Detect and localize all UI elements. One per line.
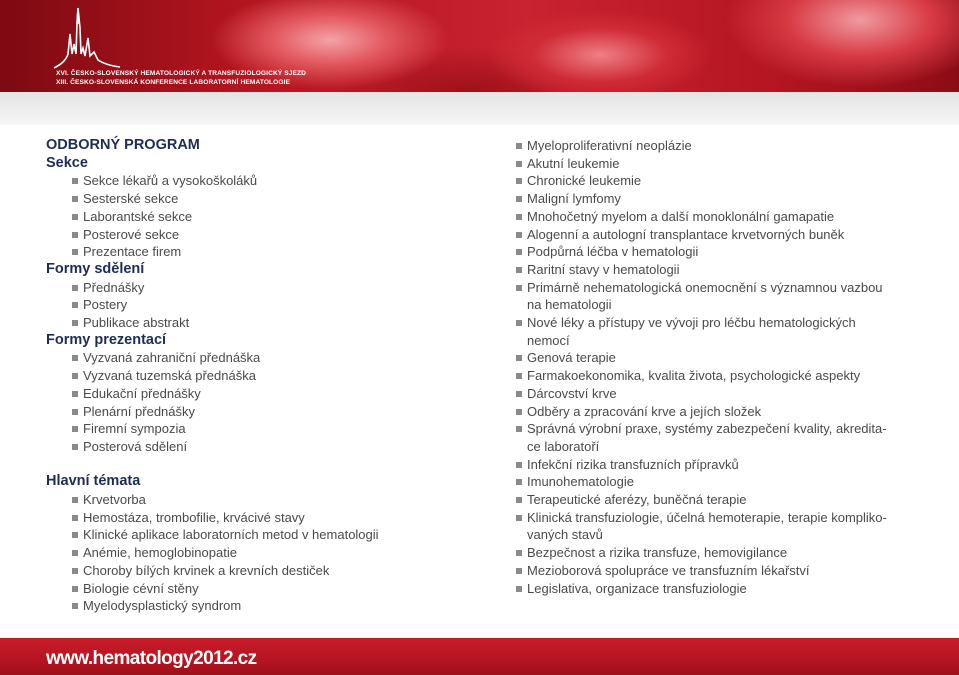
sekce-item [46,208,466,226]
hlavni-temata-heading: Hlavní témata [46,473,141,490]
sekce-item-label: Sekce lékařů a vysokoškoláků [83,173,258,189]
sekce-item-label: Posterové sekce [83,226,180,242]
hlavni-temata-item-label: Choroby bílých krvinek a krevních destiček [83,562,330,578]
square-bullet-icon [516,373,522,379]
topic-item-label: na hematologii [527,297,612,313]
topic-item-label: Akutní leukemie [527,155,620,171]
topic-item [516,314,916,332]
formy-sdeleni-item-label: Publikace abstrakt [83,315,190,331]
topic-item-continuation [516,296,916,314]
right-column-topics [516,137,916,597]
square-bullet-icon [516,391,522,397]
square-bullet-icon [516,497,522,503]
hlavni-temata-item [46,491,466,509]
topic-item-label: Klinická transfuziologie, účelná hemoterapie, terapie kompliko- [527,509,887,525]
grey-divider-band [0,92,959,125]
square-bullet-icon [72,249,78,255]
formy-sdeleni-item [46,279,466,297]
square-bullet-icon [72,302,78,308]
topic-item [516,172,916,190]
hlavni-temata-item [46,562,466,580]
topic-item-label: Bezpečnost a rizika transfuze, hemovigilance [527,545,788,561]
topic-item-label: Infekční rizika transfuzních přípravků [527,456,739,472]
formy-prezentaci-item [46,420,466,438]
topic-item [516,137,916,155]
hlavni-temata-item [46,544,466,562]
sekce-item-label: Sesterské sekce [83,191,179,207]
square-bullet-icon [72,426,78,432]
square-bullet-icon [72,603,78,609]
hlavni-temata-item-label: Myelodysplastický syndrom [83,598,242,614]
topic-item [516,580,916,598]
square-bullet-icon [516,320,522,326]
topic-item-label: Imunohematologie [527,474,634,490]
hlavni-temata-item-label: Biologie cévní stěny [83,580,199,596]
square-bullet-icon [516,355,522,361]
square-bullet-icon [72,196,78,202]
hlavni-temata-item [46,526,466,544]
square-bullet-icon [516,267,522,273]
topic-item-label: Chronické leukemie [527,173,642,189]
topic-item-label: Legislativa, organizace transfuziologie [527,580,747,596]
topic-item [516,544,916,562]
topic-item [516,349,916,367]
topic-item-continuation [516,332,916,350]
formy-prezentaci-item [46,349,466,367]
topic-item [516,403,916,421]
formy-sdeleni-item-label: Postery [83,297,128,313]
square-bullet-icon [72,497,78,503]
square-bullet-icon [516,426,522,432]
footer-bar [0,638,959,675]
sekce-item-label: Prezentace firem [83,244,182,260]
square-bullet-icon [72,355,78,361]
formy-prezentaci-item [46,403,466,421]
topic-item-continuation [516,526,916,544]
topic-item [516,509,916,527]
square-bullet-icon [516,249,522,255]
square-bullet-icon [72,320,78,326]
topic-item [516,190,916,208]
square-bullet-icon [516,285,522,291]
header-banner [0,0,959,92]
topic-item [516,367,916,385]
topic-item-label: Nové léky a přístupy ve vývoji pro léčbu hematologických [527,315,856,331]
topic-item-label: Alogenní a autologní transplantace krvetvorných buněk [527,226,845,242]
program-title: ODBORNÝ PROGRAM [46,137,200,153]
square-bullet-icon [516,196,522,202]
topic-item [516,208,916,226]
square-bullet-icon [72,586,78,592]
formy-sdeleni-item-label: Přednášky [83,279,145,295]
formy-sdeleni-heading: Formy sdělení [46,260,145,277]
square-bullet-icon [72,214,78,220]
topic-item-label: Maligní lymfomy [527,191,621,207]
formy-prezentaci-item [46,385,466,403]
topic-item [516,385,916,403]
topic-item [516,261,916,279]
topic-item-label: Odběry a zpracování krve a jejích složek [527,403,762,419]
formy-prezentaci-item-label: Vyzvaná zahraniční přednáška [83,350,261,366]
sekce-item-label: Laborantské sekce [83,208,193,224]
square-bullet-icon [516,568,522,574]
square-bullet-icon [516,143,522,149]
conference-title-line1: XVI. ČESKO-SLOVENSKÝ HEMATOLOGICKÝ A TRANSFUZIOLOGICKÝ SJEZD [56,70,306,77]
sekce-list [46,172,466,261]
square-bullet-icon [72,550,78,556]
website-link[interactable]: www.hematology2012.cz [46,648,257,669]
sekce-item [46,190,466,208]
sekce-item [46,172,466,190]
formy-prezentaci-item-label: Vyzvaná tuzemská přednáška [83,368,256,384]
hlavni-temata-list [46,491,466,615]
topic-item-label: Primárně nehematologická onemocnění s významnou vazbou [527,279,883,295]
square-bullet-icon [72,373,78,379]
prague-castle-logo-icon [52,4,122,70]
topic-item-label: Mnohočetný myelom a další monoklonální gamapatie [527,208,835,224]
hlavni-temata-item-label: Hemostáza, trombofilie, krvácivé stavy [83,509,305,525]
hlavni-temata-item-label: Anémie, hemoglobinopatie [83,545,237,561]
topic-item-label: Myeloproliferativní neoplázie [527,138,692,153]
formy-prezentaci-item-label: Edukační přednášky [83,385,201,401]
square-bullet-icon [72,178,78,184]
topic-item-continuation [516,438,916,456]
square-bullet-icon [72,515,78,521]
formy-prezentaci-item-label: Firemní sympozia [83,421,186,437]
topic-item [516,155,916,173]
formy-prezentaci-item-label: Plenární přednášky [83,403,196,419]
square-bullet-icon [516,161,522,167]
square-bullet-icon [72,232,78,238]
topic-item-label: ce laboratoří [527,438,600,454]
topic-item-label: Dárcovství krve [527,385,617,401]
square-bullet-icon [72,391,78,397]
square-bullet-icon [72,444,78,450]
left-column [46,137,466,615]
formy-prezentaci-item [46,367,466,385]
topic-item [516,420,916,438]
formy-sdeleni-item [46,296,466,314]
square-bullet-icon [516,214,522,220]
formy-prezentaci-item-label: Posterová sdělení [83,438,188,454]
topic-item [516,226,916,244]
topic-item [516,279,916,297]
topic-item-label: nemocí [527,332,570,348]
square-bullet-icon [72,409,78,415]
square-bullet-icon [516,409,522,415]
topic-item-label: Podpůrná léčba v hematologii [527,244,699,260]
square-bullet-icon [516,479,522,485]
topic-item-label: vaných stavů [527,527,603,543]
topic-item [516,473,916,491]
square-bullet-icon [516,550,522,556]
formy-sdeleni-item [46,314,466,332]
hlavni-temata-item [46,509,466,527]
square-bullet-icon [516,178,522,184]
topic-item-label: Mezioborová spolupráce ve transfuzním lékařství [527,562,810,578]
square-bullet-icon [72,285,78,291]
hlavni-temata-item [46,580,466,598]
topic-item-label: Správná výrobní praxe, systémy zabezpečení kvality, akredita- [527,421,887,437]
square-bullet-icon [516,515,522,521]
topic-item [516,491,916,509]
topic-item-label: Terapeutické aferézy, buněčná terapie [527,492,747,508]
topic-item-label: Genová terapie [527,350,616,366]
topic-item [516,456,916,474]
square-bullet-icon [516,232,522,238]
formy-sdeleni-list [46,279,466,332]
square-bullet-icon [72,532,78,538]
square-bullet-icon [516,462,522,468]
topic-item-label: Raritní stavy v hematologii [527,261,680,277]
square-bullet-icon [72,568,78,574]
topic-item-label: Farmakoekonomika, kvalita života, psychologické aspekty [527,368,861,384]
spacer [46,456,466,474]
formy-prezentaci-item [46,438,466,456]
square-bullet-icon [516,586,522,592]
topic-item [516,243,916,261]
hlavni-temata-item [46,597,466,615]
formy-prezentaci-list [46,349,466,455]
hlavni-temata-item-label: Klinické aplikace laboratorních metod v hematologii [83,527,379,543]
hlavni-temata-item-label: Krvetvorba [83,492,146,508]
conference-title-line2: XIII. ČESKO-SLOVENSKÁ KONFERENCE LABORATORNÍ HEMATOLOGIE [56,79,291,86]
sekce-item [46,243,466,261]
formy-prezentaci-heading: Formy prezentací [46,331,167,348]
topic-item [516,562,916,580]
sekce-heading: Sekce [46,154,88,171]
sekce-item [46,226,466,244]
